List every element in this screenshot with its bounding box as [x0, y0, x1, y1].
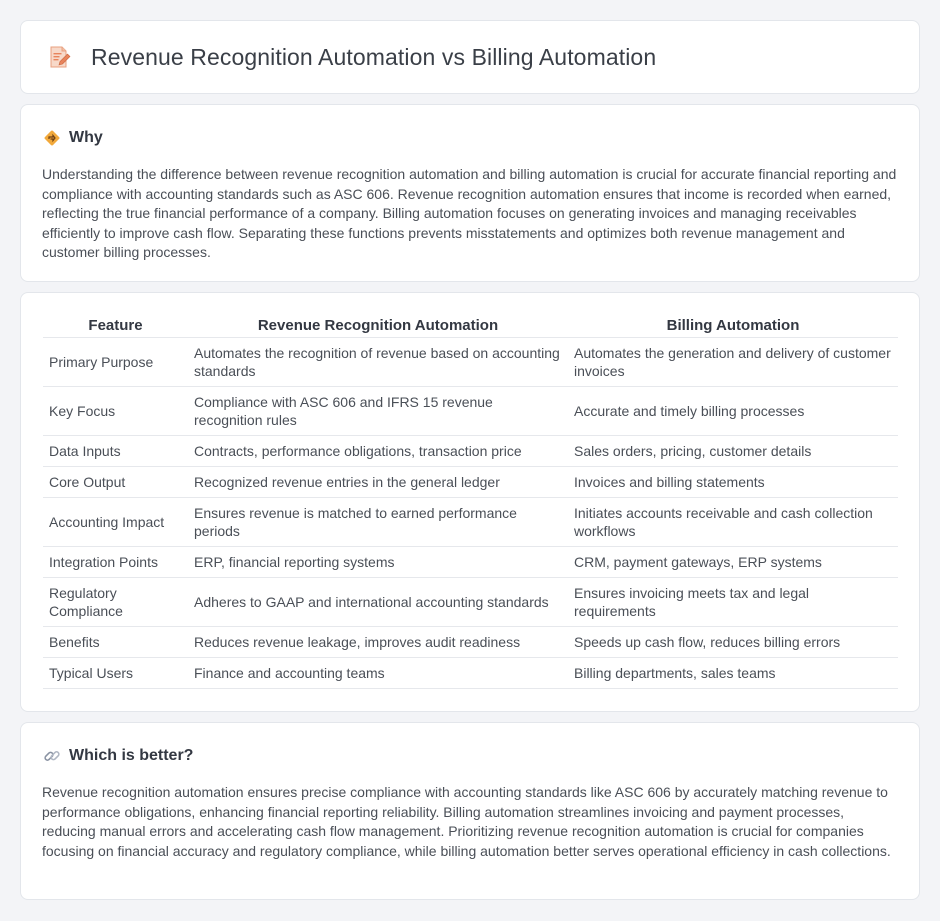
revenue-cell: ERP, financial reporting systems: [188, 547, 568, 578]
better-title: Which is better?: [69, 747, 194, 764]
revenue-cell: Automates the recognition of revenue based on accounting standards: [188, 338, 568, 387]
table-row: [43, 387, 898, 436]
billing-cell: Sales orders, pricing, customer details: [568, 436, 898, 467]
table-row: [43, 627, 898, 658]
feature-cell: Key Focus: [43, 387, 188, 436]
table-row: [43, 658, 898, 689]
feature-cell: Integration Points: [43, 547, 188, 578]
comparison-table: [43, 315, 898, 689]
billing-cell: Speeds up cash flow, reduces billing errors: [568, 627, 898, 658]
revenue-cell: Finance and accounting teams: [188, 658, 568, 689]
billing-cell: Accurate and timely billing processes: [568, 387, 898, 436]
billing-cell: CRM, payment gateways, ERP systems: [568, 547, 898, 578]
billing-cell: Billing departments, sales teams: [568, 658, 898, 689]
column-header: Feature: [43, 315, 188, 338]
table-row: [43, 547, 898, 578]
revenue-cell: Ensures revenue is matched to earned performance periods: [188, 498, 568, 547]
feature-cell: Primary Purpose: [43, 338, 188, 387]
which-is-better-section: [20, 722, 920, 900]
diamond-sign-icon: [43, 129, 61, 147]
revenue-cell: Recognized revenue entries in the general ledger: [188, 467, 568, 498]
billing-cell: Automates the generation and delivery of customer invoices: [568, 338, 898, 387]
table-row: [43, 338, 898, 387]
feature-cell: Accounting Impact: [43, 498, 188, 547]
revenue-cell: Adheres to GAAP and international accounting standards: [188, 578, 568, 627]
table-row: [43, 467, 898, 498]
table-row: [43, 578, 898, 627]
billing-cell: Invoices and billing statements: [568, 467, 898, 498]
feature-cell: Core Output: [43, 467, 188, 498]
why-section: [20, 104, 920, 282]
table-row: [43, 498, 898, 547]
why-body: Understanding the difference between revenue recognition automation and billing automation is crucial for accurate financial reporting and compliance with accounting standards such as ASC 606. Revenue recognition automation ensures that income is recorded when earned, reflecting the true financial performance of a company. Billing automation focuses on generating invoices and managing receivables efficiently to improve cash flow. Separating these functions prevents misstatements and optimizes both revenue management and customer billing processes.: [42, 166, 897, 261]
header-card: [20, 20, 920, 94]
why-title: Why: [69, 129, 103, 146]
link-icon: [43, 747, 61, 765]
billing-cell: Initiates accounts receivable and cash collection workflows: [568, 498, 898, 547]
revenue-cell: Reduces revenue leakage, improves audit readiness: [188, 627, 568, 658]
feature-cell: Regulatory Compliance: [43, 578, 188, 627]
feature-cell: Data Inputs: [43, 436, 188, 467]
feature-cell: Benefits: [43, 627, 188, 658]
table-row: [43, 436, 898, 467]
column-header: Billing Automation: [568, 315, 898, 338]
page-title: Revenue Recognition Automation vs Billing Automation: [91, 43, 657, 70]
table-header-row: [43, 315, 898, 338]
billing-cell: Ensures invoicing meets tax and legal requirements: [568, 578, 898, 627]
revenue-cell: Contracts, performance obligations, transaction price: [188, 436, 568, 467]
feature-cell: Typical Users: [43, 658, 188, 689]
comparison-card: [20, 292, 920, 712]
column-header: Revenue Recognition Automation: [188, 315, 568, 338]
better-body: Revenue recognition automation ensures precise compliance with accounting standards like ASC 606 by accurately matching revenue to performance obligations, enhancing financial reporting reliability. Billing automation streamlines invoicing and payment processes, reducing manual errors and accelerating cash flow management. Prioritizing revenue recognition automation is crucial for companies focusing on financial accuracy and regulatory compliance, while billing automation better serves operational efficiency in cash collections.: [42, 784, 891, 859]
document-edit-icon: [47, 45, 71, 69]
revenue-cell: Compliance with ASC 606 and IFRS 15 revenue recognition rules: [188, 387, 568, 436]
